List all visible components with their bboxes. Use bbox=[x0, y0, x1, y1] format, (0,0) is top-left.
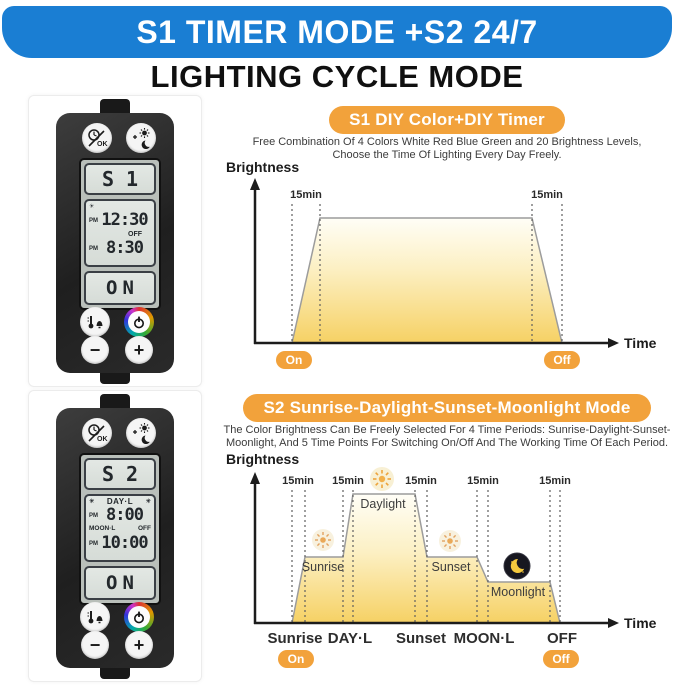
y-axis-label: Brightness bbox=[226, 159, 300, 175]
lcd-daylight-label: DAY·L bbox=[106, 496, 134, 506]
clock-ok-icon bbox=[86, 422, 108, 444]
device-photo-s1 bbox=[28, 95, 202, 387]
y-axis-arrow bbox=[250, 472, 260, 484]
sunrise-sun-icon bbox=[312, 529, 334, 551]
power-icon bbox=[128, 606, 150, 628]
header-banner bbox=[2, 6, 672, 58]
x-tick-dayl: DAY·L bbox=[327, 630, 373, 647]
phase-label-daylight: Daylight bbox=[360, 497, 406, 511]
phase-label-moonlight: Moonlight bbox=[490, 585, 546, 599]
s2-brightness-chart bbox=[220, 450, 674, 699]
s2-mode-badge: S2 Sunrise-Daylight-Sunset-Moonlight Mode bbox=[243, 394, 650, 422]
decrease-button[interactable]: − bbox=[81, 631, 109, 659]
increase-button[interactable]: + bbox=[125, 631, 153, 659]
lcd-daylight-time: PM 8:00 bbox=[89, 505, 143, 525]
ramp-duration-label: 15min bbox=[405, 475, 437, 487]
power-button[interactable] bbox=[124, 602, 154, 632]
lcd-timer-readout bbox=[84, 494, 156, 562]
temp-alarm-button[interactable] bbox=[80, 602, 110, 632]
lcd-timer-readout bbox=[84, 199, 156, 267]
x-axis-label: Time bbox=[624, 615, 657, 631]
lcd-off-time: PM 8:30 bbox=[89, 238, 143, 258]
svg-text:Off: Off bbox=[553, 353, 571, 367]
power-icon bbox=[128, 311, 150, 333]
day-night-mode-button[interactable] bbox=[126, 123, 156, 153]
on-badge bbox=[278, 650, 314, 668]
lcd-status-readout: ON bbox=[84, 271, 156, 305]
s1-description-line2: Choose the Time Of Lighting Every Day Freely. bbox=[332, 148, 562, 161]
s1-mode-badge: S1 DIY Color+DIY Timer bbox=[329, 106, 565, 134]
ramp-duration-label: 15min bbox=[467, 475, 499, 487]
sun-indicator-icon: ☀ bbox=[89, 498, 95, 505]
brightness-curve bbox=[292, 218, 562, 343]
s1-description-line1: Free Combination Of 4 Colors White Red Blue Green and 20 Brightness Levels, bbox=[252, 136, 642, 148]
off-badge bbox=[543, 650, 579, 668]
s2-description-line2: Moonlight, And 5 Time Points For Switching On/Off And The Working Time Of Each Period. bbox=[225, 436, 669, 449]
lcd-off-time: PM 10:00 bbox=[89, 533, 148, 553]
thermometer-bell-icon bbox=[86, 314, 104, 330]
power-button[interactable] bbox=[124, 307, 154, 337]
svg-text:Off: Off bbox=[552, 652, 570, 666]
svg-text:OK: OK bbox=[97, 436, 108, 443]
controller-body bbox=[56, 408, 174, 668]
increase-button[interactable]: + bbox=[125, 336, 153, 364]
banner-title: S1 TIMER MODE +S2 24/7 bbox=[136, 13, 538, 50]
svg-text:On: On bbox=[287, 652, 305, 666]
svg-text:OK: OK bbox=[97, 141, 108, 148]
controller-body bbox=[56, 113, 174, 373]
sunset-sun-icon bbox=[439, 530, 461, 552]
x-tick-off: OFF bbox=[547, 630, 577, 647]
temp-alarm-button[interactable] bbox=[80, 307, 110, 337]
sun-moon-icon bbox=[130, 127, 152, 149]
x-tick-sunrise: Sunrise bbox=[267, 630, 323, 647]
decrease-button[interactable]: − bbox=[81, 336, 109, 364]
lcd-moonlight-off-indicator: MOON·L OFF bbox=[89, 525, 151, 533]
on-badge bbox=[276, 351, 312, 369]
s2-description-line1: The Color Brightness Can Be Freely Selected For 4 Time Periods: Sunrise-Daylight-Sunset- bbox=[223, 424, 671, 436]
sun-moon-icon bbox=[130, 422, 152, 444]
x-axis-arrow bbox=[608, 618, 619, 628]
moonlight-moon-icon bbox=[504, 553, 530, 579]
section-s1-header bbox=[220, 106, 674, 161]
phase-label-sunrise: Sunrise bbox=[301, 560, 345, 574]
lcd-mode-readout: S1 bbox=[84, 163, 156, 195]
thermometer-bell-icon bbox=[86, 609, 104, 625]
s1-brightness-chart bbox=[220, 158, 674, 383]
lcd-status-readout: ON bbox=[84, 566, 156, 600]
lcd-on-time: PM 12:30 bbox=[89, 210, 148, 230]
sun-indicator-icon: ☀ bbox=[145, 498, 151, 505]
x-axis-label: Time bbox=[624, 335, 657, 351]
phase-label-sunset: Sunset bbox=[431, 560, 471, 574]
y-axis-arrow bbox=[250, 178, 260, 190]
ramp-duration-label: 15min bbox=[290, 189, 322, 201]
clock-ok-button[interactable] bbox=[82, 418, 112, 448]
svg-text:On: On bbox=[285, 353, 303, 367]
ramp-duration-label: 15min bbox=[332, 475, 364, 487]
lcd-display-s1 bbox=[79, 158, 161, 310]
lcd-mode-readout: S2 bbox=[84, 458, 156, 490]
ramp-duration-label: 15min bbox=[539, 475, 571, 487]
y-axis-label: Brightness bbox=[226, 451, 300, 467]
page-subtitle: LIGHTING CYCLE MODE bbox=[150, 59, 524, 94]
x-axis-arrow bbox=[608, 338, 619, 348]
device-photo-s2 bbox=[28, 390, 202, 682]
clock-ok-icon bbox=[86, 127, 108, 149]
x-tick-moonl: MOON·L bbox=[453, 630, 515, 647]
section-s2-header bbox=[220, 394, 674, 449]
sun-indicator-icon: ☀ bbox=[89, 203, 95, 210]
day-night-mode-button[interactable] bbox=[126, 418, 156, 448]
daylight-sun-icon bbox=[370, 467, 394, 491]
x-tick-sunset: Sunset bbox=[395, 630, 447, 647]
lcd-off-indicator: OFF bbox=[128, 231, 142, 238]
lcd-display-s2 bbox=[79, 453, 161, 605]
ramp-duration-label: 15min bbox=[282, 475, 314, 487]
off-badge bbox=[544, 351, 580, 369]
ramp-duration-label: 15min bbox=[531, 189, 563, 201]
clock-ok-button[interactable] bbox=[82, 123, 112, 153]
